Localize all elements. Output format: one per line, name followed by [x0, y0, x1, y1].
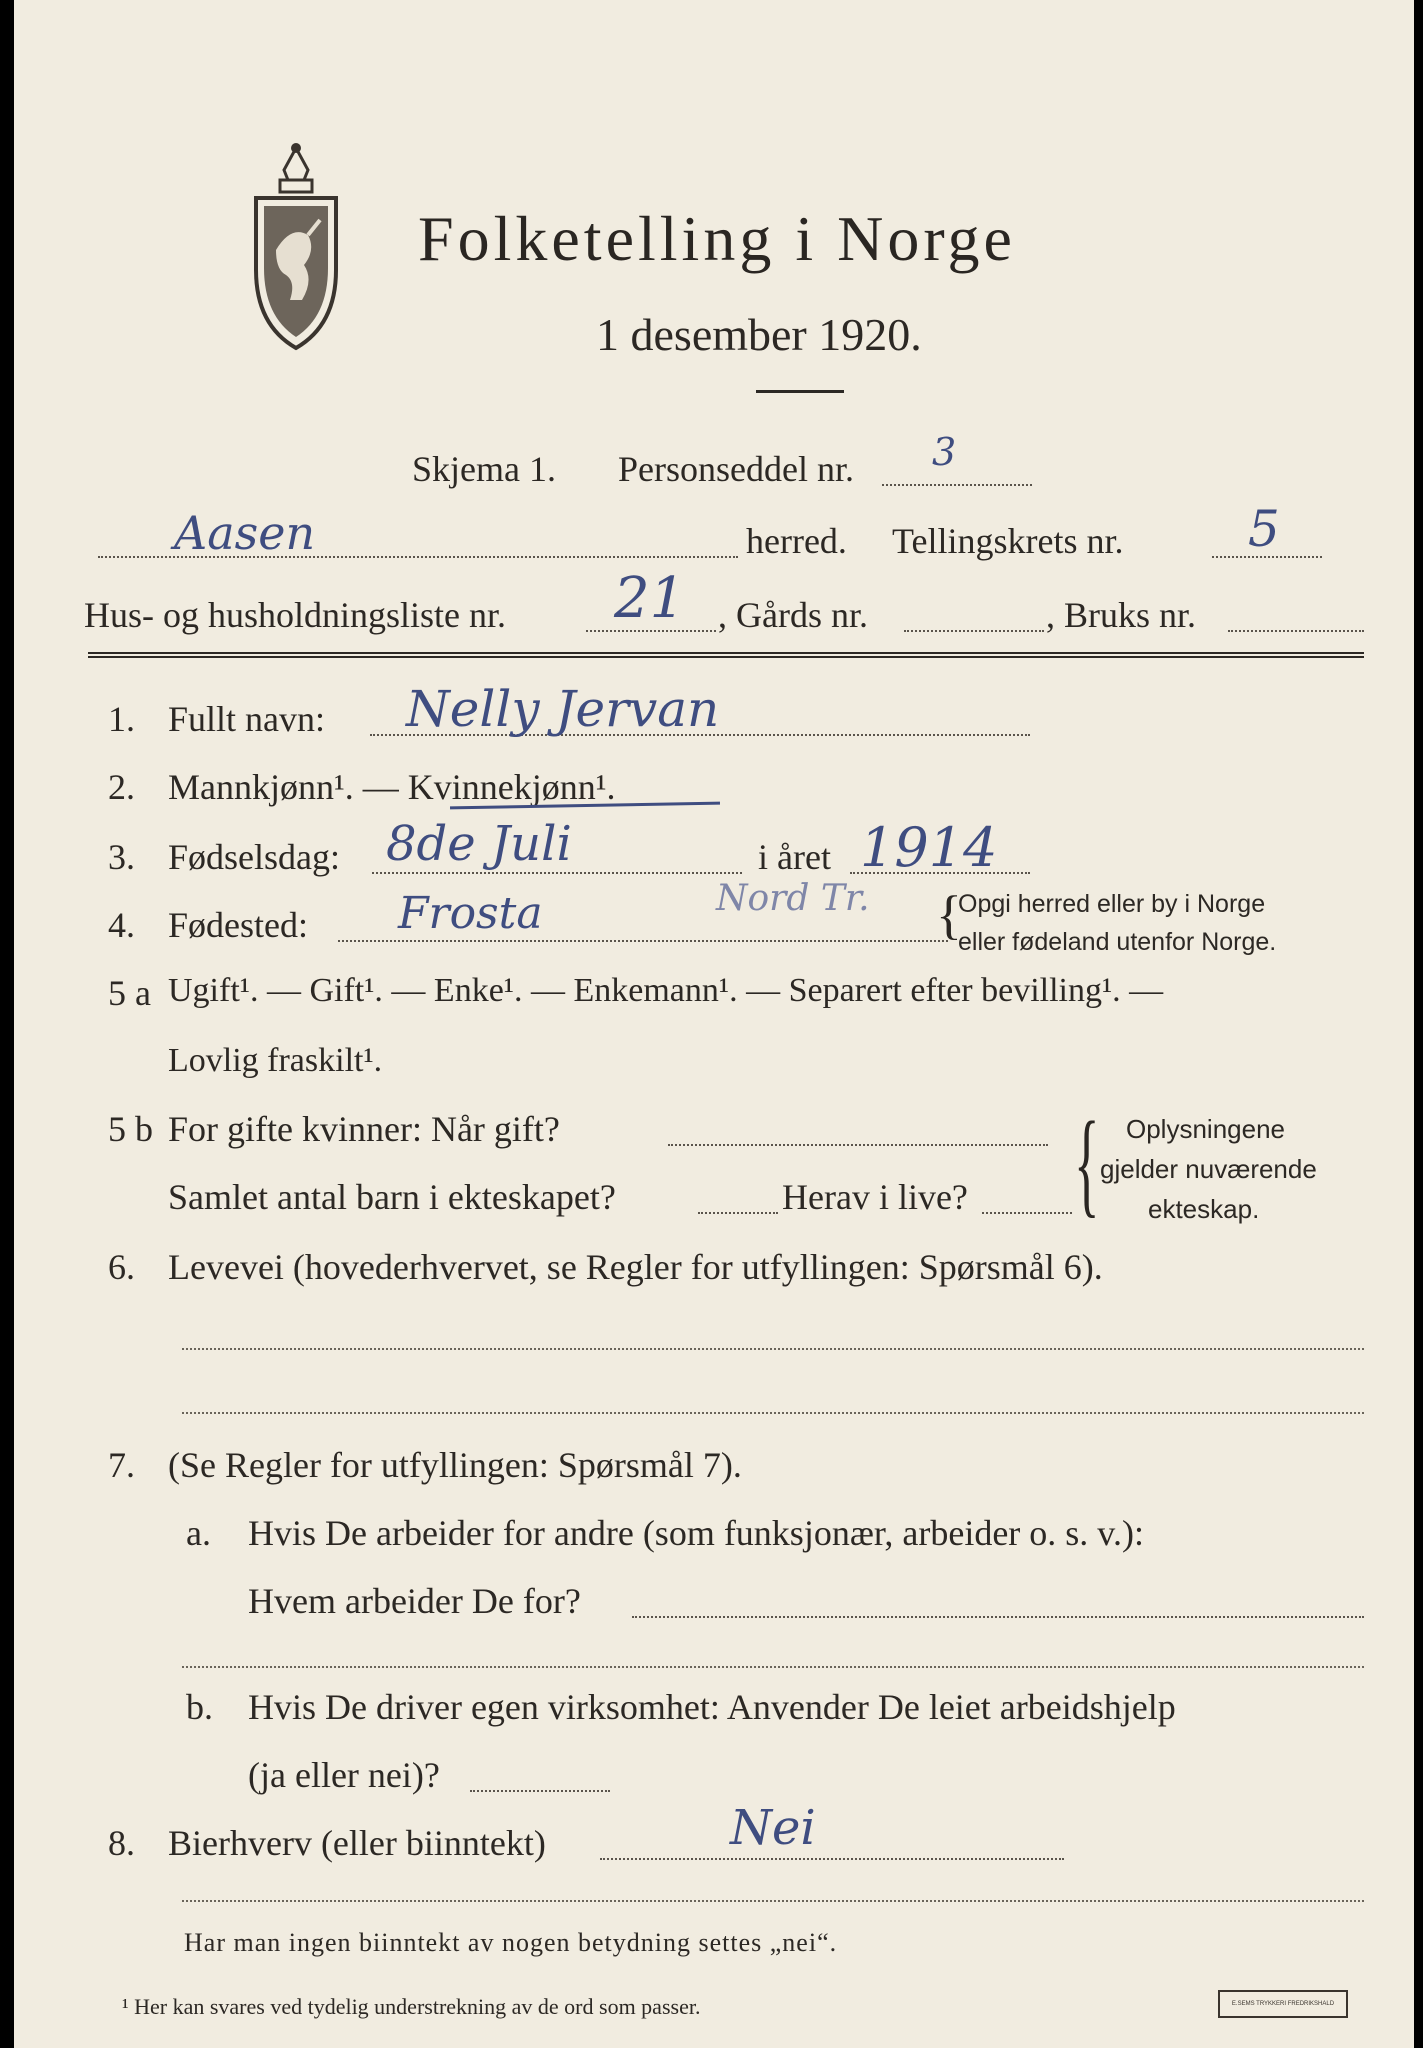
- footer-note: Har man ingen biinntekt av nogen betydning settes „nei“.: [184, 1928, 838, 1957]
- header-separator: [88, 652, 1364, 658]
- q3-value: 8de Juli: [386, 816, 572, 872]
- tellingskrets-label: Tellingskrets nr.: [892, 521, 1124, 561]
- q1-label: Fullt navn:: [168, 699, 326, 739]
- q3-number: 3.: [108, 837, 135, 877]
- q4-value: Frosta: [398, 888, 543, 939]
- q5b-note-line1: Oplysningene: [1126, 1114, 1285, 1144]
- printer-stamp: [1218, 1990, 1348, 2018]
- bruks-label: , Bruks nr.: [1046, 595, 1197, 635]
- q5a-line1: Ugift¹. — Gift¹. — Enke¹. — Enkemann¹. — Separert efter bevilling¹. —: [168, 972, 1164, 1009]
- q8-value: Nei: [730, 1800, 816, 1856]
- herred-label: herred.: [746, 521, 847, 561]
- hus-value: 21: [614, 566, 686, 631]
- q5a-line2: Lovlig fraskilt¹.: [168, 1042, 383, 1079]
- q7a-line1: Hvis De arbeider for andre (som funksjonær, arbeider o. s. v.):: [248, 1513, 1144, 1553]
- form-title: Folketelling i Norge: [418, 203, 1016, 274]
- q3-year-label: i året: [758, 837, 831, 877]
- q5a-number: 5 a: [108, 973, 151, 1013]
- q1-value: Nelly Jervan: [406, 680, 720, 738]
- q7a-letter: a.: [186, 1513, 211, 1553]
- gards-line: [904, 630, 1044, 632]
- q3-year-value: 1914: [860, 816, 998, 879]
- q8-number: 8.: [108, 1823, 135, 1863]
- q7a-answer-line1: [632, 1616, 1364, 1618]
- q8-line: [600, 1858, 1064, 1860]
- q7b-letter: b.: [186, 1687, 213, 1727]
- q3-line: [372, 872, 742, 874]
- q7a-line2: Hvem arbeider De for?: [248, 1581, 581, 1621]
- q5b-note-line3: ekteskap.: [1148, 1194, 1260, 1224]
- q5b-note-line2: gjelder nuværende: [1100, 1154, 1317, 1184]
- census-date: 1 desember 1920.: [596, 309, 922, 360]
- q7b-line1: Hvis De driver egen virksomhet: Anvender De leiet arbeidshjelp: [248, 1687, 1176, 1727]
- q5b-children-line: [698, 1212, 778, 1214]
- q5b-label-when: For gifte kvinner: Når gift?: [168, 1109, 560, 1149]
- q4-brace: {: [936, 885, 962, 945]
- q5b-label-children: Samlet antal barn i ekteskapet?: [168, 1177, 616, 1217]
- q7b-line2: (ja eller nei)?: [248, 1755, 440, 1795]
- title-divider: [756, 390, 844, 393]
- q5b-alive-line: [982, 1212, 1072, 1214]
- personseddel-line: [882, 484, 1032, 486]
- herred-value: Aasen: [174, 506, 316, 560]
- q6-answer-line2: [182, 1412, 1364, 1414]
- q7-number: 7.: [108, 1445, 135, 1485]
- tellingskrets-value: 5: [1248, 500, 1280, 558]
- personseddel-value: 3: [932, 430, 957, 474]
- census-form-page: [14, 0, 1414, 2048]
- printer-stamp-text: E.SEMS TRYKKERI FREDRIKSHALD: [1231, 2000, 1335, 2007]
- q4-note-line1: Opgi herred eller by i Norge: [958, 890, 1266, 918]
- coat-of-arms-icon: [246, 140, 346, 355]
- q4-note-line2: eller fødeland utenfor Norge.: [958, 928, 1277, 956]
- personseddel-label: Personseddel nr.: [618, 449, 854, 489]
- q3-label: Fødselsdag:: [168, 837, 341, 877]
- q6-answer-line1: [182, 1348, 1364, 1350]
- q5b-brace: {: [1074, 1097, 1100, 1228]
- q8-label: Bierhverv (eller biinntekt): [168, 1823, 546, 1863]
- q2-label: Mannkjønn¹. — Kvinnekjønn¹.: [168, 767, 616, 807]
- q7a-answer-line2: [182, 1666, 1364, 1668]
- q5b-label-alive: Herav i live?: [782, 1177, 968, 1217]
- footnote: ¹ Her kan svares ved tydelig understrekning av de ord som passer.: [122, 1994, 701, 2019]
- q1-number: 1.: [108, 699, 135, 739]
- q6-label: Levevei (hovederhvervet, se Regler for utfyllingen: Spørsmål 6).: [168, 1247, 1103, 1287]
- q6-number: 6.: [108, 1247, 135, 1287]
- schema-label: Skjema 1.: [412, 449, 556, 489]
- q5b-number: 5 b: [108, 1109, 153, 1149]
- q4-line: [338, 940, 948, 942]
- q7-label: (Se Regler for utfyllingen: Spørsmål 7).: [168, 1445, 742, 1485]
- hus-label: Hus- og husholdningsliste nr.: [84, 595, 507, 635]
- q7b-answer-line: [470, 1790, 610, 1792]
- gards-label: , Gårds nr.: [718, 595, 868, 635]
- q4-number: 4.: [108, 905, 135, 945]
- q5b-when-line: [668, 1144, 1048, 1146]
- footer-separator: [182, 1900, 1364, 1902]
- q4-label: Fødested:: [168, 905, 308, 945]
- q2-number: 2.: [108, 767, 135, 807]
- q4-value-county: Nord Tr.: [716, 878, 870, 919]
- bruks-line: [1228, 630, 1364, 632]
